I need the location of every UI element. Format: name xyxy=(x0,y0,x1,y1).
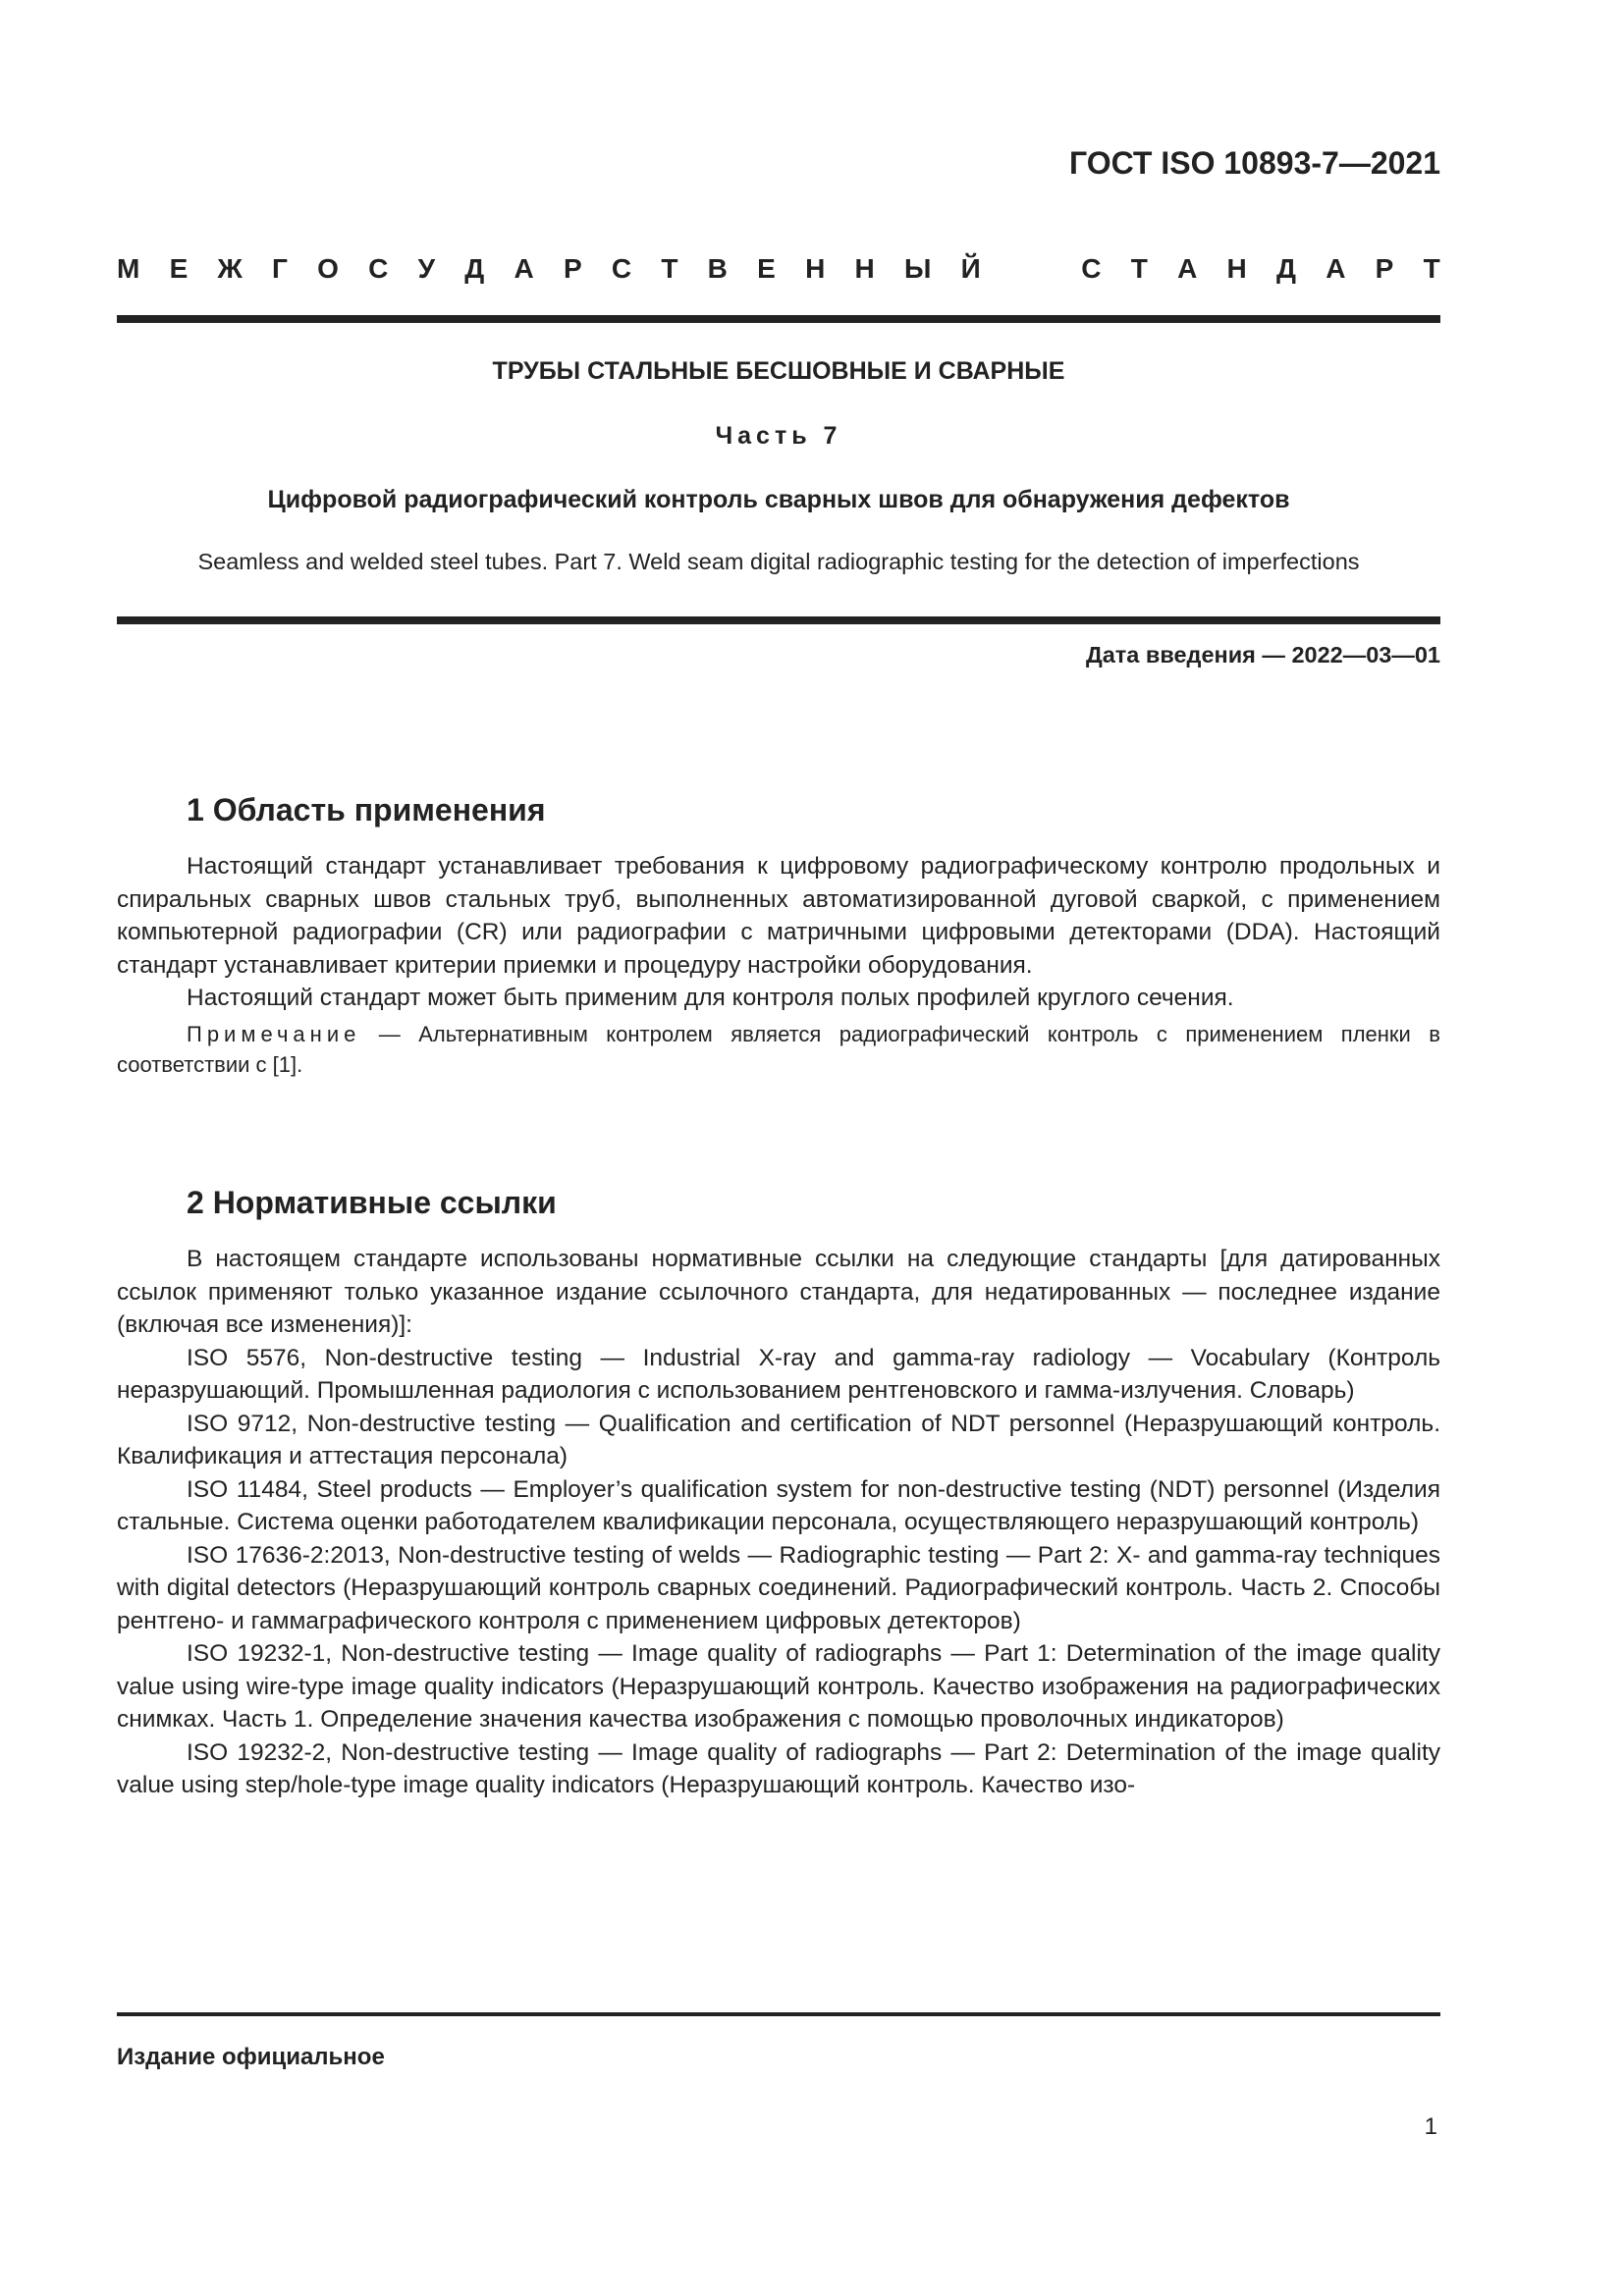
banner-letter: Е xyxy=(757,253,776,284)
paragraph: Настоящий стандарт может быть применим для контроля полых профилей круглого сечения. xyxy=(187,985,1234,1011)
document-subtitle: Цифровой радиографический контроль сварных швов для обнаружения дефектов xyxy=(267,486,1290,513)
introduction-date: Дата введения — 2022—03—01 xyxy=(1085,642,1440,667)
reference-item: ISO 19232-1, Non-destructive testing — Image quality of radiographs — Part 1: Determination of the image quality value using wire-type image quality indicators (Неразрушающий контроль. Качество изображения на радиографических снимках. Часть 1. Определение значения качества изображения с помощью проволочных индикаторов) xyxy=(117,1640,1440,1733)
banner-letter: Г xyxy=(272,253,288,284)
section-body-references xyxy=(117,1243,1440,1802)
banner-letter: Д xyxy=(464,253,485,284)
banner-letter: У xyxy=(417,253,436,284)
reference-item: ISO 19232-2, Non-destructive testing — Image quality of radiographs — Part 2: Determination of the image quality value using step/hole-type image quality indicators (Неразрушающий контроль. Качество изо- xyxy=(117,1738,1440,1798)
reference-item: ISO 11484, Steel products — Employer’s qualification system for non-destructive testing (NDT) personnel (Изделия стальные. Система оценки работодателем квалификации персонала, осуществляющего неразрушающий контроль) xyxy=(117,1475,1440,1535)
banner-letter: Т xyxy=(661,253,678,284)
banner-letter: С xyxy=(1081,253,1102,284)
reference-item: ISO 9712, Non-destructive testing — Qualification and certification of NDT personnel (Неразрушающий контроль. Квалификация и аттестация персонала) xyxy=(117,1410,1440,1469)
official-edition-label: Издание официальное xyxy=(117,2044,385,2070)
banner-letter: Т xyxy=(1423,253,1440,284)
banner-letter: Н xyxy=(854,253,875,284)
paragraph: Настоящий стандарт устанавливает требования к цифровому радиографическому контролю продольных и спиральных сварных швов стальных труб, выполненных автоматизированной дуговой сваркой, с применением компьютерной радиографии (CR) или радиографии с матричными цифровыми детекторами (DDA). Настоящий стандарт устанавливает критерии приемки и процедуру настройки оборудования. xyxy=(117,853,1440,979)
english-title: Seamless and welded steel tubes. Part 7. Weld seam digital radiographic testing for the detection of imperfections xyxy=(197,549,1360,574)
banner-letter: Е xyxy=(169,253,189,284)
banner-letter: А xyxy=(1326,253,1346,284)
document-title: ТРУБЫ СТАЛЬНЫЕ БЕСШОВНЫЕ И СВАРНЫЕ xyxy=(492,357,1065,385)
paragraph: В настоящем стандарте использованы нормативные ссылки на следующие стандарты [для датированных ссылок применяют только указанное издание ссылочного стандарта, для недатированных — последнее издание (включая все изменения)]: xyxy=(117,1246,1440,1338)
note-label: Примечание xyxy=(187,1021,361,1046)
interstate-standard-banner xyxy=(117,253,1440,285)
title-divider xyxy=(117,616,1440,624)
banner-word-gap xyxy=(1010,253,1052,285)
banner-letter: Д xyxy=(1276,253,1296,284)
banner-letter: Р xyxy=(1375,253,1394,284)
note xyxy=(117,1019,1440,1080)
section-heading-scope: 1 Область применения xyxy=(187,792,546,828)
banner-letter: А xyxy=(514,253,534,284)
banner-letter: Т xyxy=(1130,253,1148,284)
banner-letter: С xyxy=(368,253,389,284)
banner-letter: Й xyxy=(960,253,981,284)
banner-letter: О xyxy=(317,253,339,284)
part-label: Часть 7 xyxy=(715,422,842,450)
banner-letter: Н xyxy=(1226,253,1247,284)
banner-letter: Ы xyxy=(904,253,932,284)
banner-letter: М xyxy=(117,253,140,284)
standard-code: ГОСТ ISO 10893-7—2021 xyxy=(1069,145,1440,181)
banner-letter: Ж xyxy=(217,253,243,284)
reference-item: ISO 5576, Non-destructive testing — Industrial X-ray and gamma-ray radiology — Vocabulary (Контроль неразрушающий. Промышленная радиология с использованием рентгеновского и гамма-излучения. Словарь) xyxy=(117,1344,1440,1404)
reference-item: ISO 17636-2:2013, Non-destructive testing of welds — Radiographic testing — Part 2: X- and gamma-ray techniques with digital detectors (Неразрушающий контроль сварных соединений. Радиографический контроль. Часть 2. Способы рентгено- и гаммаграфического контроля с применением цифровых детекторов) xyxy=(117,1541,1440,1634)
page-number: 1 xyxy=(1424,2113,1437,2140)
banner-letter: А xyxy=(1177,253,1198,284)
banner-letter: Р xyxy=(563,253,582,284)
note-text: — Альтернативным контролем является радиографический контроль с применением пленки в соответствии с [1]. xyxy=(117,1021,1440,1077)
banner-letter: В xyxy=(707,253,728,284)
section-body-scope xyxy=(117,850,1440,1080)
footer-divider xyxy=(117,2012,1440,2016)
header-divider xyxy=(117,315,1440,323)
banner-letter: Н xyxy=(805,253,826,284)
banner-letter: С xyxy=(611,253,632,284)
section-heading-references: 2 Нормативные ссылки xyxy=(187,1185,557,1220)
